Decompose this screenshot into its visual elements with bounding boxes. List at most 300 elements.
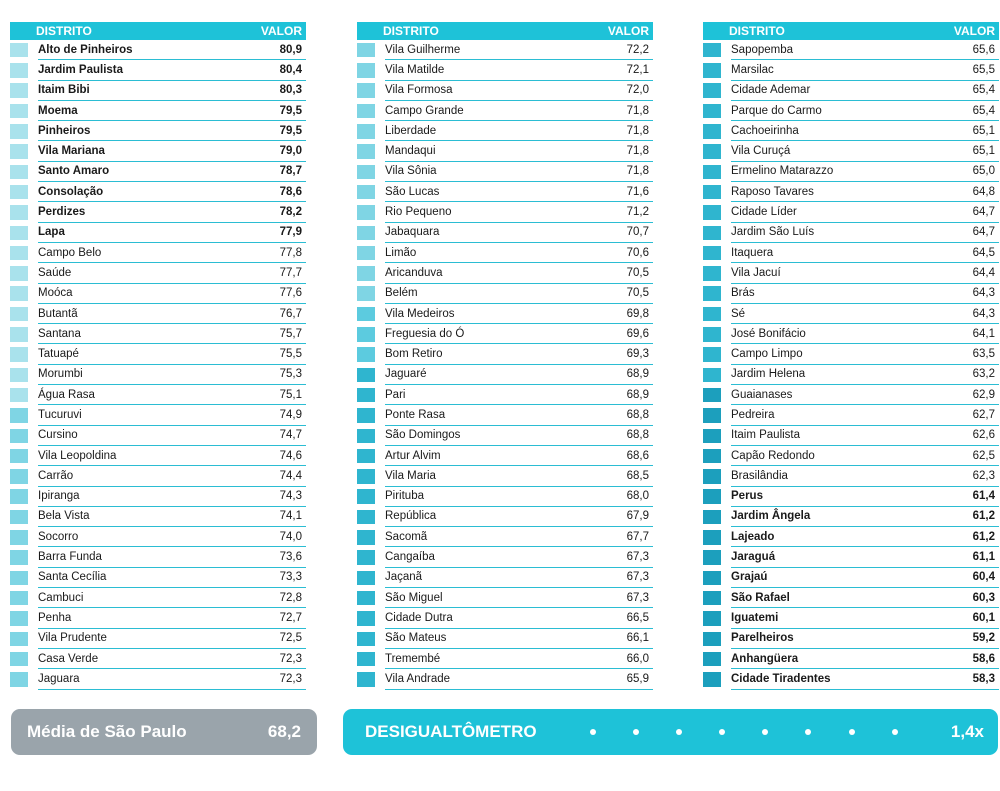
dot [719, 729, 725, 735]
district-name: Vila Medeiros [385, 307, 455, 320]
dot [849, 729, 855, 735]
row-cell [385, 446, 653, 466]
district-name: Ermelino Matarazzo [731, 165, 834, 178]
district-value: 68,0 [626, 490, 649, 503]
district-name: Vila Andrade [385, 672, 451, 685]
color-swatch [10, 672, 28, 687]
color-swatch [703, 307, 721, 322]
table-row [357, 141, 653, 161]
district-name: Santa Cecília [38, 571, 107, 584]
district-value: 60,4 [972, 571, 995, 584]
district-value: 68,8 [626, 429, 649, 442]
color-swatch [703, 632, 721, 647]
row-cell [38, 263, 306, 283]
district-name: Lajeado [731, 530, 775, 543]
color-swatch [357, 226, 375, 241]
color-swatch [703, 530, 721, 545]
row-cell [38, 182, 306, 202]
header-distrito: DISTRITO [36, 24, 92, 38]
header-distrito: DISTRITO [729, 24, 785, 38]
table-row [357, 101, 653, 121]
row-cell [38, 284, 306, 304]
district-name: Jaraguá [731, 551, 776, 564]
row-cell [385, 81, 653, 101]
color-swatch [357, 368, 375, 383]
table-row [703, 40, 999, 60]
district-value: 61,2 [972, 530, 995, 543]
row-cell [385, 649, 653, 669]
district-name: Tremembé [385, 652, 441, 665]
district-name: Jabaquara [385, 226, 440, 239]
row-cell [731, 649, 999, 669]
district-name: Carrão [38, 469, 74, 482]
table-row [10, 60, 306, 80]
color-swatch [703, 327, 721, 342]
district-name: São Rafael [731, 591, 790, 604]
color-swatch [357, 165, 375, 180]
color-swatch [10, 611, 28, 626]
row-cell [731, 344, 999, 364]
row-cell [385, 60, 653, 80]
district-value: 64,7 [972, 226, 995, 239]
dot [892, 729, 898, 735]
row-cell [38, 669, 306, 689]
color-swatch [703, 226, 721, 241]
table-row [10, 121, 306, 141]
color-swatch [357, 43, 375, 58]
district-name: Lapa [38, 226, 65, 239]
table-row [10, 669, 306, 689]
district-name: Consolação [38, 185, 104, 198]
dot [676, 729, 682, 735]
row-cell [731, 588, 999, 608]
color-swatch [10, 43, 28, 58]
district-name: Pirituba [385, 490, 424, 503]
row-cell [731, 263, 999, 283]
table-row [10, 182, 306, 202]
row-cell [38, 446, 306, 466]
district-name: Barra Funda [38, 551, 102, 564]
row-cell [38, 243, 306, 263]
row-cell [385, 547, 653, 567]
district-value: 61,1 [972, 551, 995, 564]
table-row [703, 324, 999, 344]
color-swatch [703, 246, 721, 261]
color-swatch [10, 246, 28, 261]
district-value: 74,3 [279, 490, 302, 503]
row-cell [731, 487, 999, 507]
color-swatch [10, 266, 28, 281]
row-cell [38, 223, 306, 243]
color-swatch [703, 408, 721, 423]
table-row [10, 568, 306, 588]
district-value: 70,6 [626, 246, 649, 259]
row-cell [731, 324, 999, 344]
district-value: 61,4 [972, 490, 995, 503]
district-name: Sacomã [385, 530, 428, 543]
color-swatch [703, 347, 721, 362]
district-name: Rio Pequeno [385, 206, 452, 219]
district-name: Jardim Ângela [731, 510, 811, 523]
row-cell [731, 466, 999, 486]
district-value: 67,3 [626, 571, 649, 584]
district-value: 80,9 [279, 43, 302, 56]
district-value: 70,7 [626, 226, 649, 239]
desig-value: 1,4x [950, 722, 984, 741]
district-value: 73,6 [279, 551, 302, 564]
district-name: Belém [385, 287, 418, 300]
table-row [357, 669, 653, 689]
table-row [703, 304, 999, 324]
table-row [10, 466, 306, 486]
row-cell [731, 527, 999, 547]
table-row [703, 344, 999, 364]
district-value: 64,8 [972, 185, 995, 198]
district-name: Cangaíba [385, 551, 435, 564]
table-header [703, 22, 999, 40]
color-swatch [357, 469, 375, 484]
color-swatch [357, 550, 375, 565]
table-row [10, 263, 306, 283]
color-swatch [357, 266, 375, 281]
color-swatch [357, 408, 375, 423]
district-table-3 [703, 22, 999, 690]
row-cell [385, 669, 653, 689]
row-cell [385, 608, 653, 628]
table-row [10, 547, 306, 567]
color-swatch [10, 185, 28, 200]
table-row [357, 182, 653, 202]
table-row [10, 405, 306, 425]
color-swatch [10, 429, 28, 444]
district-value: 64,4 [972, 266, 995, 279]
district-value: 74,0 [279, 530, 302, 543]
row-cell [385, 101, 653, 121]
district-value: 65,5 [972, 63, 995, 76]
row-cell [38, 121, 306, 141]
district-name: Ipiranga [38, 490, 80, 503]
dot [762, 729, 768, 735]
table-row [10, 141, 306, 161]
color-swatch [357, 632, 375, 647]
color-swatch [703, 510, 721, 525]
color-swatch [10, 124, 28, 139]
row-cell [38, 527, 306, 547]
table-row [703, 507, 999, 527]
district-value: 64,3 [972, 307, 995, 320]
table-row [10, 101, 306, 121]
color-swatch [10, 226, 28, 241]
table-row [703, 60, 999, 80]
district-value: 80,3 [279, 84, 302, 97]
district-name: Iguatemi [731, 611, 779, 624]
color-swatch [703, 43, 721, 58]
district-value: 66,0 [626, 652, 649, 665]
table-row [703, 162, 999, 182]
district-value: 77,6 [279, 287, 302, 300]
color-swatch [703, 165, 721, 180]
color-swatch [357, 510, 375, 525]
table-row [10, 507, 306, 527]
district-value: 65,6 [972, 43, 995, 56]
district-name: Penha [38, 611, 72, 624]
district-name: Cidade Ademar [731, 84, 811, 97]
color-swatch [10, 327, 28, 342]
row-cell [731, 182, 999, 202]
table-row [703, 547, 999, 567]
table-row [357, 60, 653, 80]
color-swatch [703, 611, 721, 626]
color-swatch [703, 672, 721, 687]
table-row [10, 426, 306, 446]
row-cell [385, 324, 653, 344]
district-value: 79,0 [279, 145, 302, 158]
district-name: Brás [731, 287, 755, 300]
district-name: Parque do Carmo [731, 104, 822, 117]
district-name: Brasilândia [731, 469, 788, 482]
row-cell [385, 141, 653, 161]
district-value: 66,5 [626, 611, 649, 624]
district-value: 71,2 [626, 206, 649, 219]
row-cell [38, 365, 306, 385]
district-name: Vila Curuçá [731, 145, 791, 158]
district-name: Liberdade [385, 124, 437, 137]
row-cell [731, 202, 999, 222]
row-cell [385, 466, 653, 486]
row-cell [385, 507, 653, 527]
row-cell [38, 405, 306, 425]
district-name: Perus [731, 490, 763, 503]
table-row [357, 385, 653, 405]
district-name: Pari [385, 388, 406, 401]
table-row [357, 243, 653, 263]
district-name: Morumbi [38, 368, 83, 381]
district-value: 71,8 [626, 165, 649, 178]
color-swatch [357, 571, 375, 586]
table-row [357, 608, 653, 628]
district-name: José Bonifácio [731, 327, 806, 340]
district-value: 79,5 [279, 104, 302, 117]
color-swatch [703, 449, 721, 464]
table-row [703, 466, 999, 486]
color-swatch [703, 368, 721, 383]
district-name: Vila Prudente [38, 632, 107, 645]
color-swatch [357, 104, 375, 119]
district-name: Casa Verde [38, 652, 99, 665]
table-row [357, 649, 653, 669]
header-distrito: DISTRITO [383, 24, 439, 38]
district-value: 74,7 [279, 429, 302, 442]
district-name: Raposo Tavares [731, 185, 814, 198]
row-cell [38, 60, 306, 80]
row-cell [731, 304, 999, 324]
table-row [703, 405, 999, 425]
district-name: São Miguel [385, 591, 443, 604]
table-row [703, 446, 999, 466]
row-cell [38, 40, 306, 60]
color-swatch [357, 449, 375, 464]
table-row [357, 324, 653, 344]
row-cell [731, 121, 999, 141]
district-value: 68,6 [626, 449, 649, 462]
color-swatch [357, 489, 375, 504]
district-value: 78,7 [279, 165, 302, 178]
district-value: 62,7 [972, 408, 995, 421]
district-value: 77,9 [279, 226, 302, 239]
row-cell [38, 101, 306, 121]
district-name: Socorro [38, 530, 79, 543]
table-row [703, 202, 999, 222]
row-cell [731, 446, 999, 466]
color-swatch [703, 388, 721, 403]
row-cell [731, 60, 999, 80]
table-row [703, 141, 999, 161]
color-swatch [357, 652, 375, 667]
color-swatch [10, 286, 28, 301]
table-row [10, 385, 306, 405]
color-swatch [703, 144, 721, 159]
table-row [10, 446, 306, 466]
table-row [703, 588, 999, 608]
table-row [357, 263, 653, 283]
color-swatch [357, 388, 375, 403]
district-value: 72,1 [626, 63, 649, 76]
table-row [703, 608, 999, 628]
row-cell [38, 629, 306, 649]
table-row [703, 223, 999, 243]
row-cell [38, 344, 306, 364]
district-value: 76,7 [279, 307, 302, 320]
row-cell [731, 405, 999, 425]
district-value: 62,6 [972, 429, 995, 442]
district-value: 65,1 [972, 145, 995, 158]
district-value: 68,9 [626, 368, 649, 381]
color-swatch [703, 63, 721, 78]
district-value: 70,5 [626, 266, 649, 279]
color-swatch [10, 388, 28, 403]
color-swatch [10, 205, 28, 220]
table-row [357, 284, 653, 304]
row-cell [38, 426, 306, 446]
district-name: Sapopemba [731, 43, 794, 56]
row-cell [385, 344, 653, 364]
row-cell [385, 365, 653, 385]
table-row [10, 629, 306, 649]
district-value: 74,6 [279, 449, 302, 462]
color-swatch [357, 63, 375, 78]
district-value: 73,3 [279, 571, 302, 584]
district-value: 77,7 [279, 266, 302, 279]
district-value: 72,3 [279, 652, 302, 665]
table-row [357, 121, 653, 141]
district-value: 75,1 [279, 388, 302, 401]
district-value: 65,4 [972, 84, 995, 97]
color-swatch [703, 429, 721, 444]
color-swatch [357, 672, 375, 687]
color-swatch [10, 632, 28, 647]
table-row [10, 608, 306, 628]
row-cell [385, 304, 653, 324]
table-row [10, 649, 306, 669]
color-swatch [703, 83, 721, 98]
district-value: 67,3 [626, 551, 649, 564]
district-value: 68,5 [626, 469, 649, 482]
color-swatch [357, 429, 375, 444]
mean-label: Média de São Paulo [27, 722, 187, 741]
district-value: 64,1 [972, 327, 995, 340]
table-row [703, 629, 999, 649]
table-row [357, 223, 653, 243]
district-name: Pedreira [731, 408, 775, 421]
district-name: Sé [731, 307, 746, 320]
color-swatch [10, 449, 28, 464]
color-swatch [703, 286, 721, 301]
district-name: Vila Maria [385, 469, 436, 482]
district-name: Moema [38, 104, 78, 117]
color-swatch [10, 144, 28, 159]
district-name: Itaquera [731, 246, 774, 259]
district-name: Santana [38, 327, 81, 340]
district-name: Parelheiros [731, 632, 794, 645]
row-cell [731, 81, 999, 101]
table-row [703, 243, 999, 263]
header-valor: VALOR [260, 24, 302, 38]
district-name: Vila Formosa [385, 84, 453, 97]
district-name: Vila Matilde [385, 63, 445, 76]
row-cell [731, 40, 999, 60]
district-value: 70,5 [626, 287, 649, 300]
color-swatch [703, 652, 721, 667]
table-row [703, 649, 999, 669]
table-row [357, 588, 653, 608]
row-cell [731, 223, 999, 243]
color-swatch [703, 469, 721, 484]
district-value: 72,5 [279, 632, 302, 645]
table-row [10, 162, 306, 182]
district-value: 74,1 [279, 510, 302, 523]
district-name: Bom Retiro [385, 348, 443, 361]
color-swatch [703, 571, 721, 586]
district-table-2 [357, 22, 653, 690]
color-swatch [703, 205, 721, 220]
district-value: 64,7 [972, 206, 995, 219]
table-row [357, 487, 653, 507]
table-row [10, 365, 306, 385]
district-name: Grajaú [731, 571, 768, 584]
table-row [703, 426, 999, 446]
table-row [10, 81, 306, 101]
district-value: 61,2 [972, 510, 995, 523]
district-value: 77,8 [279, 246, 302, 259]
table-header [357, 22, 653, 40]
row-cell [38, 324, 306, 344]
color-swatch [703, 489, 721, 504]
table-row [357, 40, 653, 60]
district-name: Jaçanã [385, 571, 423, 584]
color-swatch [357, 124, 375, 139]
row-cell [38, 487, 306, 507]
district-value: 65,0 [972, 165, 995, 178]
color-swatch [10, 307, 28, 322]
row-cell [385, 202, 653, 222]
color-swatch [357, 530, 375, 545]
district-name: Cursino [38, 429, 78, 442]
row-cell [731, 101, 999, 121]
color-swatch [357, 205, 375, 220]
color-swatch [357, 286, 375, 301]
district-value: 71,8 [626, 145, 649, 158]
district-value: 72,7 [279, 611, 302, 624]
